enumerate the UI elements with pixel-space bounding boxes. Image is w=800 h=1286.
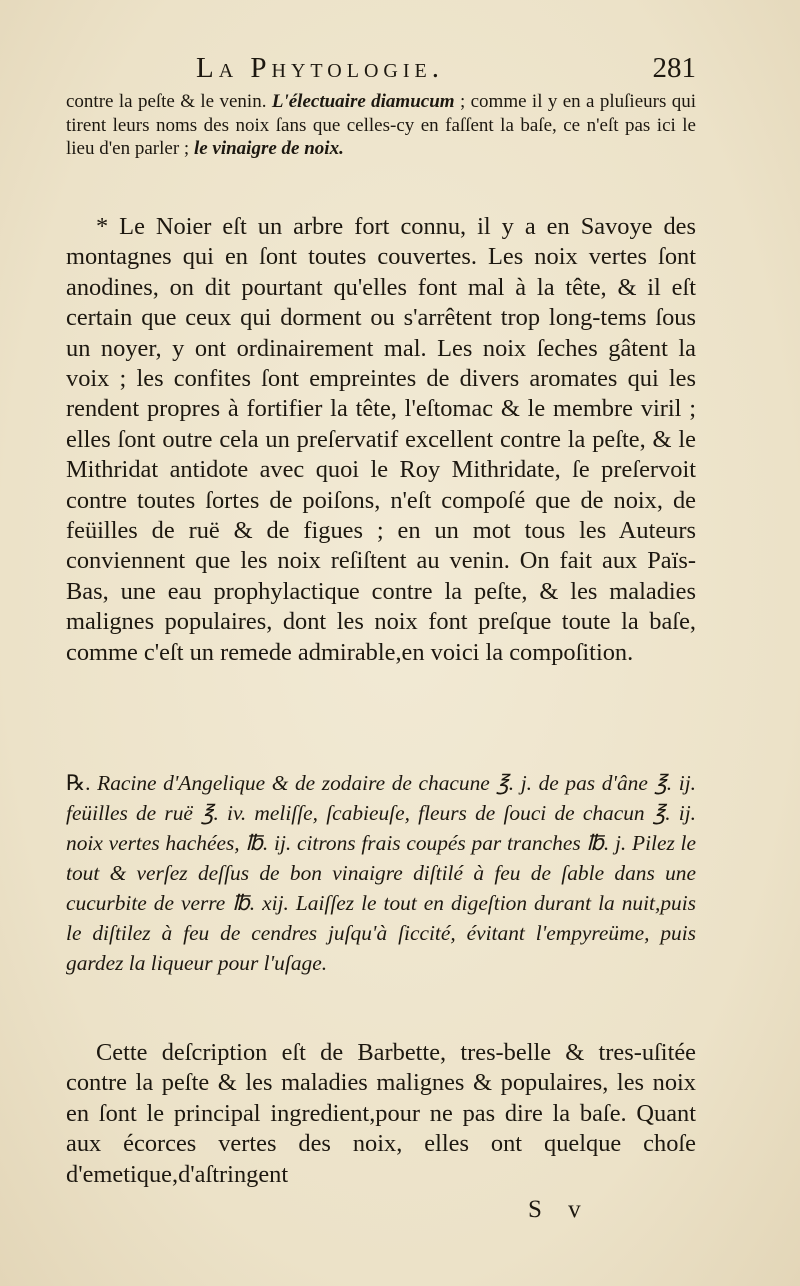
barbette-paragraph-text: Cette deſcription eſt de Barbette, tres-belle & tres-uſitée contre la peſte & les maladies malignes & populaires, les noix en ſont le principal ingredient,pour ne pas dire la baſe. Quant aux écorces vertes des noix, elles ont quelque choſe d'emetique,d'aſtringent <box>66 1039 696 1188</box>
recipe-paragraph <box>66 768 696 978</box>
page-number: 281 <box>652 52 696 84</box>
intro-text-2: ; comme il y en a pluſieurs qui tirent leurs noms des noix ſans que celles-cy en faſſent la baſe, ce n'eſt pas ici le lieu d'en parler ; <box>66 91 697 159</box>
intro-italic-2: le vinaigre de noix. <box>193 138 344 159</box>
running-title: La Phytologie. <box>196 52 444 84</box>
barbette-paragraph <box>66 1038 696 1190</box>
intro-italic-1: L'électuaire diamucum <box>271 91 455 112</box>
walnut-paragraph <box>66 212 696 668</box>
page-header <box>66 52 696 92</box>
intro-paragraph <box>66 90 696 161</box>
recipe-text: Racine d'Angelique & de zodaire de chacune ℥. j. de pas d'âne ℥. ij. feüilles de ruë ℥. iv. meliſſe, ſcabieuſe, fleurs de ſouci de chacun ℥. ij. noix vertes hachées, ℔. ij. citrons frais coupés par tranches ℔. j. Pilez le tout & verſez deſſus de bon vinaigre diſtilé à feu de ſable dans une cucurbite de verre ℔. xij. Laiſſez le tout en digeſtion durant la nuit,puis le diſtilez à feu de cendres juſqu'à ſiccité, évitant l'empyreüme, puis gardez la liqueur pour l'uſage. <box>66 771 696 975</box>
walnut-paragraph-text: * Le Noier eſt un arbre fort connu, il y a en Savoye des montagnes qui en ſont toutes couvertes. Les noix vertes ſont anodines, on dit pourtant qu'elles font mal à la tête, & il eſt certain que ceux qui dorment ou s'arrêtent trop long-tems ſous un noyer, y ont ordinairement mal. Les noix ſeches gâtent la voix ; les confites ſont empreintes de divers aromates qui les rendent propres à fortifier la tête, l'eſtomac & le membre viril ; elles ſont outre cela un preſervatif excellent contre la peſte, & le Mithridat antidote avec quoi le Roy Mithridate, ſe preſervoit contre toutes ſortes de poiſons, n'eſt compoſé que de noix, de feüilles de ruë & de figues ; en un mot tous les Auteurs conviennent que les noix reſiſtent au venin. On fait aux Païs-Bas, une eau prophylactique contre la peſte, & les maladies malignes populaires, dont les noix font preſque toute la baſe, comme c'eſt un remede admirable,en voici la compoſition. <box>66 213 696 666</box>
signature-mark: S v <box>528 1196 591 1223</box>
recipe-symbol: ℞. <box>66 771 91 795</box>
intro-text-1: contre la peſte & le venin. <box>66 91 267 112</box>
